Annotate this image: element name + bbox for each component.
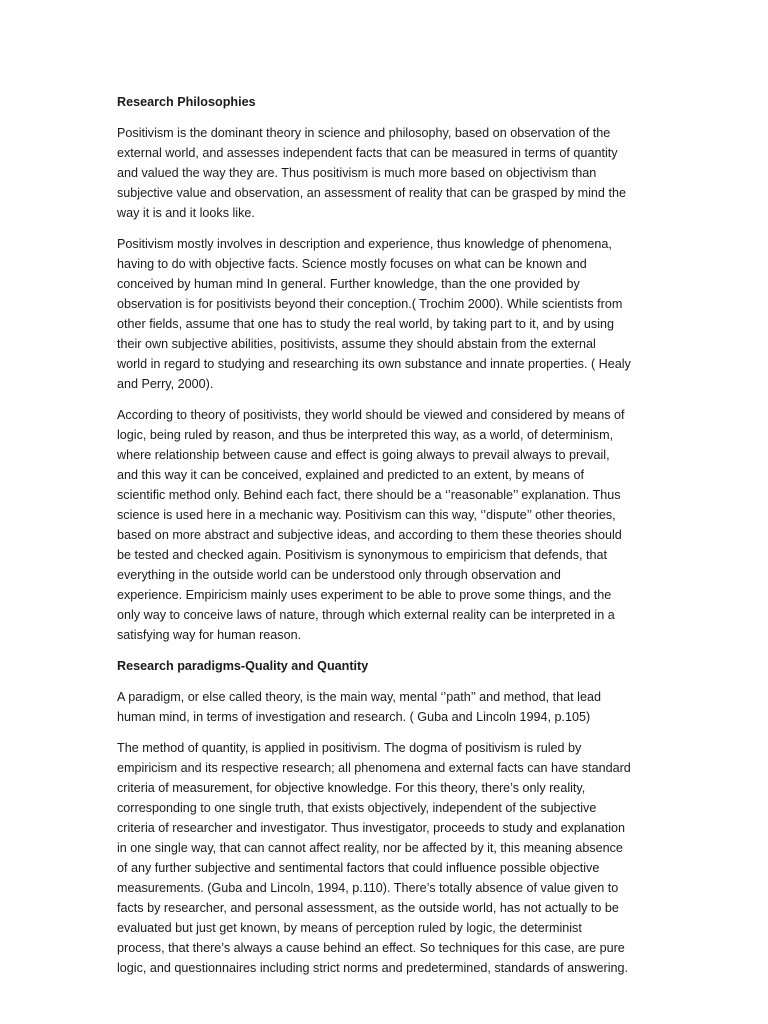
- text-line: science is used here in a mechanic way. Positivism can this way, ‘’dispute’’ other theories,: [117, 508, 616, 522]
- paragraph-positivism-description: [117, 234, 657, 394]
- text-line: external world, and assesses independent facts that can be measured in terms of quantity: [117, 146, 618, 160]
- text-line: A paradigm, or else called theory, is the main way, mental ‘’path’’ and method, that lead: [117, 690, 601, 704]
- text-line: only way to conceive laws of nature, through which external reality can be interpreted in a: [117, 608, 615, 622]
- text-line: subjective value and observation, an assessment of reality that can be grasped by mind the: [117, 186, 626, 200]
- text-line: evaluated but just get known, by means of perception ruled by logic, the determinist: [117, 921, 582, 935]
- paragraph-paradigm-definition: [117, 687, 657, 727]
- text-line: logic, being ruled by reason, and thus be interpreted this way, as a world, of determinism,: [117, 428, 614, 442]
- text-line: experience. Empiricism mainly uses experiment to be able to prove some things, and the: [117, 588, 612, 602]
- paragraph-positivists-theory: [117, 405, 657, 645]
- text-line: Positivism mostly involves in description and experience, thus knowledge of phenomena,: [117, 237, 612, 251]
- text-line: their own subjective abilities, positivists, assume they should abstain from the external: [117, 337, 596, 351]
- text-line: corresponding to one single truth, that exists objectively, independent of the subjective: [117, 801, 597, 815]
- text-line: other fields, assume that one has to study the real world, by taking part to it, and by using: [117, 317, 615, 331]
- text-line: scientific method only. Behind each fact, there should be a ‘’reasonable’’ explanation. Thus: [117, 488, 621, 502]
- text-line: human mind, in terms of investigation and research. ( Guba and Lincoln 1994, p.105): [117, 710, 591, 724]
- text-line: everything in the outside world can be understood only through observation and: [117, 568, 561, 582]
- text-line: logic, and questionnaires including strict norms and predetermined, standards of answering.: [117, 961, 629, 975]
- text-line: According to theory of positivists, they world should be viewed and considered by means of: [117, 408, 625, 422]
- text-line: process, that there’s always a cause behind an effect. So techniques for this case, are pure: [117, 941, 625, 955]
- text-line: criteria of measurement, for objective knowledge. For this theory, there’s only reality,: [117, 781, 586, 795]
- text-line: and valued the way they are. Thus positivism is much more based on objectivism than: [117, 166, 597, 180]
- text-line: conceived by human mind In general. Further knowledge, than the one provided by: [117, 277, 580, 291]
- text-line: of any further subjective and sentimental factors that could influence possible objective: [117, 861, 600, 875]
- text-line: having to do with objective facts. Science mostly focuses on what can be known and: [117, 257, 587, 271]
- text-line: where relationship between cause and effect is going always to prevail always to prevail,: [117, 448, 610, 462]
- paragraph-method-of-quantity: [117, 738, 657, 978]
- heading-text: Research Philosophies: [117, 95, 256, 109]
- text-line: be tested and checked again. Positivism is synonymous to empiricism that defends, that: [117, 548, 608, 562]
- text-line: world in regard to studying and researching its own substance and innate properties. ( Healy: [117, 357, 631, 371]
- paragraph-positivism-intro: [117, 123, 657, 223]
- text-line: The method of quantity, is applied in positivism. The dogma of positivism is ruled by: [117, 741, 582, 755]
- text-line: empiricism and its respective research; all phenomena and external facts can have standard: [117, 761, 631, 775]
- section-heading-research-philosophies: [117, 92, 657, 112]
- heading-text: Research paradigms-Quality and Quantity: [117, 659, 369, 673]
- text-line: and Perry, 2000).: [117, 377, 214, 391]
- text-line: measurements. (Guba and Lincoln, 1994, p.110). There’s totally absence of value given to: [117, 881, 619, 895]
- text-line: Positivism is the dominant theory in science and philosophy, based on observation of the: [117, 126, 611, 140]
- text-line: observation is for positivists beyond their conception.( Trochim 2000). While scientists from: [117, 297, 623, 311]
- text-line: in one single way, that can cannot affect reality, nor be affected by it, this meaning absence: [117, 841, 623, 855]
- document-body: [117, 92, 657, 989]
- text-line: facts by researcher, and personal assessment, as the outside world, has not actually to be: [117, 901, 619, 915]
- text-line: satisfying way for human reason.: [117, 628, 302, 642]
- text-line: way it is and it looks like.: [117, 206, 255, 220]
- text-line: and this way it can be conceived, explained and predicted to an extent, by means of: [117, 468, 584, 482]
- text-line: criteria of researcher and investigator. Thus investigator, proceeds to study and explanation: [117, 821, 626, 835]
- text-line: based on more abstract and subjective ideas, and according to them these theories should: [117, 528, 622, 542]
- section-heading-research-paradigms: [117, 656, 657, 676]
